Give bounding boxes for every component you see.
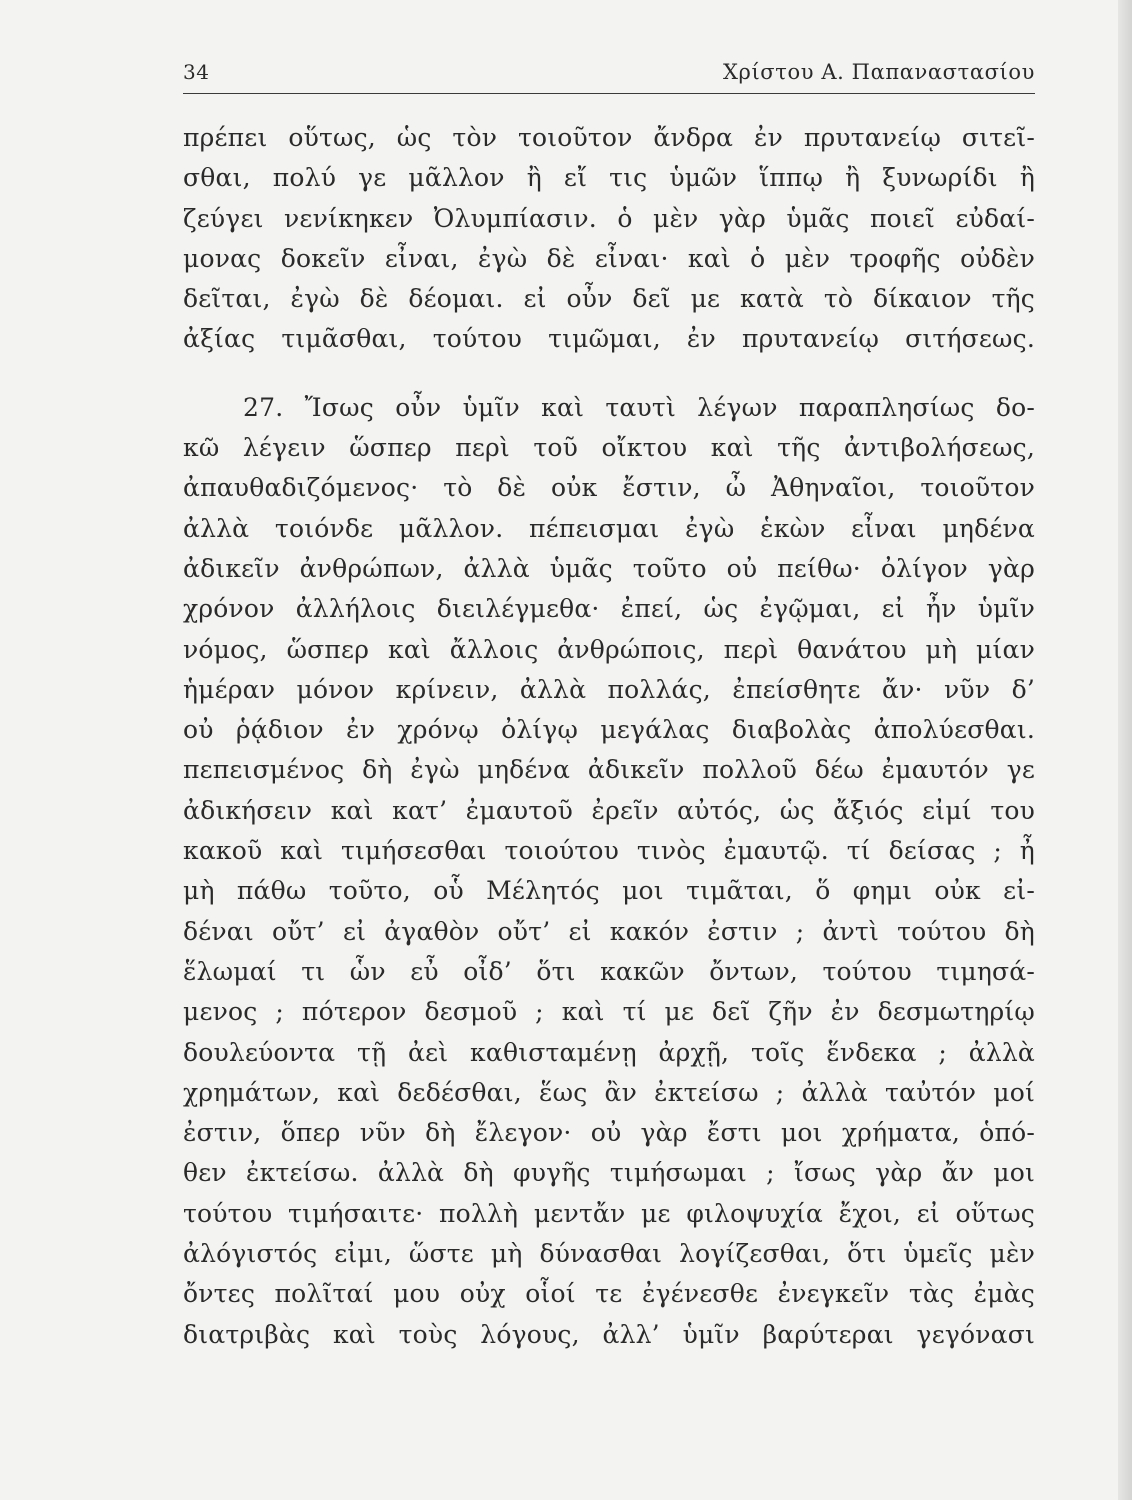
- text-line: ὄντες πολῖταί μου οὐχ οἷοί τε ἐγένεσθε ἐνεγκεῖν τὰς ἐμὰς: [183, 1279, 1035, 1309]
- page-header: [183, 52, 1035, 92]
- text-line: 27. Ἴσως οὖν ὑμῖν καὶ ταυτὶ λέγων παραπλησίως δο-: [243, 392, 1035, 422]
- text-line: κακοῦ καὶ τιμήσεσθαι τοιούτου τινὸς ἐμαυτῷ. τί δείσας ; ἦ: [183, 836, 1035, 866]
- running-head: Χρίστου Α. Παπαναστασίου: [722, 60, 1035, 84]
- text-line: μενος ; πότερον δεσμοῦ ; καὶ τί με δεῖ ζῆν ἐν δεσμωτηρίῳ: [183, 997, 1035, 1027]
- text-line: ἀλλὰ τοιόνδε μᾶλλον. πέπεισμαι ἐγὼ ἑκὼν εἶναι μηδένα: [183, 513, 1035, 543]
- text-line: ἀδικήσειν καὶ κατ’ ἐμαυτοῦ ἐρεῖν αὐτός, ὡς ἄξιός εἰμί του: [183, 795, 1035, 825]
- text-line: διατριβὰς καὶ τοὺς λόγους, ἀλλ’ ὑμῖν βαρύτεραι γεγόνασι: [183, 1319, 1035, 1349]
- text-line: ἀδικεῖν ἀνθρώπων, ἀλλὰ ὑμᾶς τοῦτο οὐ πείθω· ὀλίγον γὰρ: [183, 553, 1035, 583]
- text-line: ἀλόγιστός εἰμι, ὥστε μὴ δύνασθαι λογίζεσθαι, ὅτι ὑμεῖς μὲν: [183, 1239, 1035, 1269]
- header-rule: [183, 93, 1035, 94]
- text-line: ἡμέραν μόνον κρίνειν, ἀλλὰ πολλάς, ἐπείσθητε ἄν· νῦν δ’: [183, 674, 1035, 704]
- paragraph-1: [183, 118, 1035, 360]
- text-line: ἀξίας τιμᾶσθαι, τούτου τιμῶμαι, ἐν πρυτανείῳ σιτήσεως.: [183, 324, 1035, 354]
- paragraph-2: [183, 388, 1035, 1355]
- text-line: μὴ πάθω τοῦτο, οὗ Μέλητός μοι τιμᾶται, ὅ φημι οὐκ εἰ-: [183, 876, 1035, 906]
- text-line: κῶ λέγειν ὥσπερ περὶ τοῦ οἴκτου καὶ τῆς ἀντιβολήσεως,: [183, 433, 1035, 463]
- text-line: οὐ ῥᾴδιον ἐν χρόνῳ ὀλίγῳ μεγάλας διαβολὰς ἀπολύεσθαι.: [183, 715, 1035, 745]
- paragraph-gap: [183, 360, 1035, 388]
- text-line: δουλεύοντα τῇ ἀεὶ καθισταμένῃ ἀρχῇ, τοῖς ἕνδεκα ; ἀλλὰ: [183, 1037, 1035, 1067]
- body-text: [183, 118, 1035, 1355]
- text-line: πεπεισμένος δὴ ἐγὼ μηδένα ἀδικεῖν πολλοῦ δέω ἐμαυτόν γε: [183, 755, 1035, 785]
- text-line: σθαι, πολύ γε μᾶλλον ἢ εἴ τις ὑμῶν ἵππῳ ἢ ξυνωρίδι ἢ: [183, 163, 1035, 193]
- text-line: τούτου τιμήσαιτε· πολλὴ μεντἄν με φιλοψυχία ἔχοι, εἰ οὕτως: [183, 1198, 1035, 1228]
- text-line: ἀπαυθαδιζόμενος· τὸ δὲ οὐκ ἔστιν, ὦ Ἀθηναῖοι, τοιοῦτον: [183, 473, 1035, 503]
- text-line: μονας δοκεῖν εἶναι, ἐγὼ δὲ εἶναι· καὶ ὁ μὲν τροφῆς οὐδὲν: [183, 243, 1035, 273]
- text-line: νόμος, ὥσπερ καὶ ἄλλοις ἀνθρώποις, περὶ θανάτου μὴ μίαν: [183, 634, 1035, 664]
- text-line: δέναι οὔτ’ εἰ ἀγαθὸν οὔτ’ εἰ κακόν ἐστιν ; ἀντὶ τούτου δὴ: [183, 916, 1035, 946]
- text-line: θεν ἐκτείσω. ἀλλὰ δὴ φυγῆς τιμήσωμαι ; ἴσως γὰρ ἄν μοι: [183, 1158, 1035, 1188]
- text-line: χρόνον ἀλλήλοις διειλέγμεθα· ἐπεί, ὡς ἐγῷμαι, εἰ ἦν ὑμῖν: [183, 594, 1035, 624]
- text-line: ζεύγει νενίκηκεν Ὀλυμπίασιν. ὁ μὲν γὰρ ὑμᾶς ποιεῖ εὐδαί-: [183, 203, 1035, 233]
- text-line: ἐστιν, ὅπερ νῦν δὴ ἔλεγον· οὐ γὰρ ἔστι μοι χρήματα, ὁπό-: [183, 1118, 1035, 1148]
- text-line: δεῖται, ἐγὼ δὲ δέομαι. εἰ οὖν δεῖ με κατὰ τὸ δίκαιον τῆς: [183, 284, 1035, 314]
- page-edge-shadow: [1118, 0, 1132, 1500]
- text-line: πρέπει οὕτως, ὡς τὸν τοιοῦτον ἄνδρα ἐν πρυτανείῳ σιτεῖ-: [183, 123, 1035, 152]
- text-line: ἕλωμαί τι ὧν εὖ οἶδ’ ὅτι κακῶν ὄντων, τούτου τιμησά-: [183, 956, 1035, 986]
- text-line: χρημάτων, καὶ δεδέσθαι, ἕως ἂν ἐκτείσω ; ἀλλὰ ταὐτόν μοί: [183, 1077, 1035, 1107]
- page-number: 34: [183, 60, 210, 84]
